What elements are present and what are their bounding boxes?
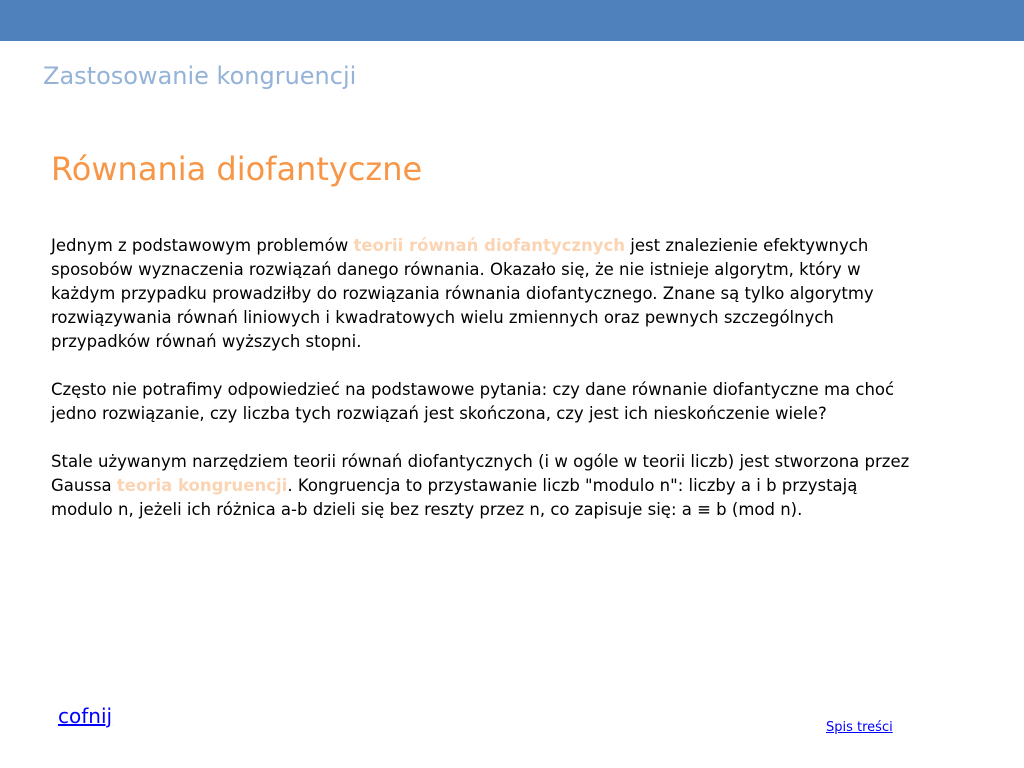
slide-content bbox=[51, 234, 911, 546]
top-bar bbox=[0, 0, 1024, 41]
term-link-diophantine-theory[interactable]: teorii równań diofantycznych bbox=[353, 236, 626, 255]
term-link-congruence-theory[interactable]: teoria kongruencji bbox=[116, 476, 288, 495]
paragraph-3-text-after: . Kongruencja to przystawanie liczb "modulo n": liczby a i b przystają modulo n, jeżeli ich różnica a-b dzieli się bez reszty przez n, co zapisuje się: a ≡ b (mod n). bbox=[51, 476, 858, 519]
paragraph-1 bbox=[51, 234, 911, 354]
paragraph-3-text-before: Stale używanym narzędziem teorii równań diofantycznych (i w ogóle w teorii liczb) jest stworzona przez Gaussa bbox=[51, 452, 910, 495]
paragraph-2: Często nie potrafimy odpowiedzieć na podstawowe pytania: czy dane równanie diofantyczne ma choć jedno rozwiązanie, czy liczba tych rozwiązań jest skończona, czy jest ich nieskończenie wiele? bbox=[51, 380, 895, 423]
table-of-contents-link[interactable]: Spis treści bbox=[826, 720, 893, 735]
slide-heading: Równania diofantyczne bbox=[51, 150, 423, 188]
paragraph-1-text-after: jest znalezienie efektywnych sposobów wyznaczenia rozwiązań danego równania. Okazało się, że nie istnieje algorytm, który w każdym przypadku prowadziłby do rozwiązania równania diofantycznego. Znane są tylko algorytmy rozwiązywania równań liniowych i kwadratowych wielu zmiennych oraz pewnych szczególnych przypadków równań wyższych stopni. bbox=[51, 236, 874, 351]
paragraph-3 bbox=[51, 450, 911, 522]
paragraph-1-text-before: Jednym z podstawowym problemów bbox=[51, 236, 354, 255]
back-link[interactable]: cofnij bbox=[58, 704, 113, 728]
section-title: Zastosowanie kongruencji bbox=[43, 62, 357, 90]
